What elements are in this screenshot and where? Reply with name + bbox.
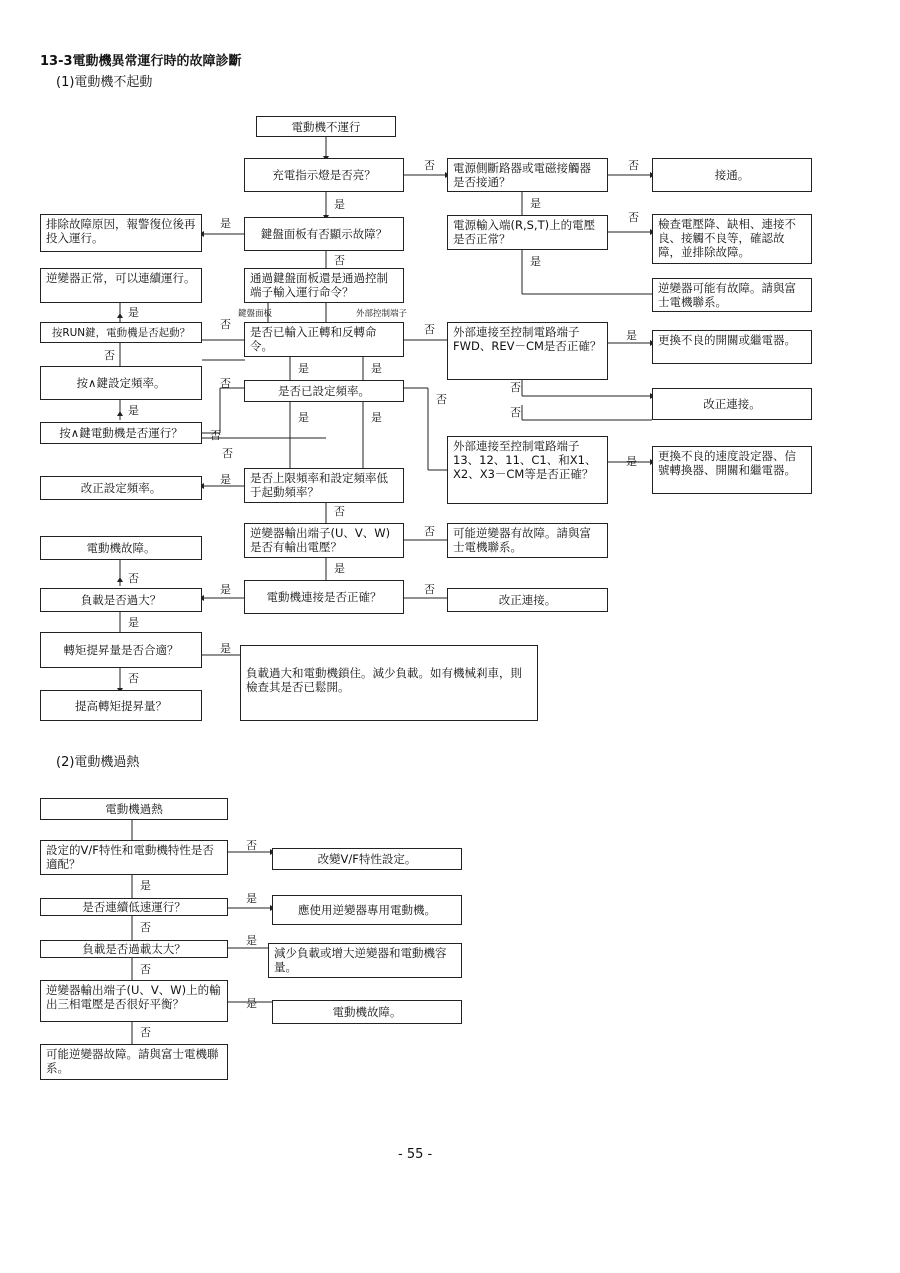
section-title: 13-3電動機異常運行時的故障診斷 bbox=[40, 54, 242, 69]
page-number: - 55 - bbox=[398, 1147, 433, 1162]
label-yes: 是 bbox=[246, 934, 257, 947]
label-yes: 是 bbox=[220, 642, 231, 655]
node2-output-balance: 逆變器輸出端子(U、V、W)上的輸出三相電壓是否很好平衡？ bbox=[40, 980, 228, 1022]
label-terminal: 外部控制端子 bbox=[356, 309, 408, 319]
node2-low-speed: 是否連續低速運行？ bbox=[40, 898, 228, 916]
label-no: 否 bbox=[424, 159, 435, 172]
label-no: 否 bbox=[334, 505, 345, 518]
label-yes: 是 bbox=[220, 473, 231, 486]
label-yes: 是 bbox=[530, 197, 541, 210]
node-output-voltage: 逆變器輸出端子(U、V、W)是否有輸出電壓？ bbox=[244, 523, 404, 558]
label-no: 否 bbox=[424, 583, 435, 596]
subsection-2-title: (2)電動機過熱 bbox=[56, 755, 140, 770]
label-no: 否 bbox=[424, 525, 435, 538]
label-no: 否 bbox=[628, 159, 639, 172]
node2-inverter-fault: 可能逆變器故障。請與富士電機聯系。 bbox=[40, 1044, 228, 1080]
label-yes: 是 bbox=[298, 411, 309, 424]
label-no: 否 bbox=[220, 318, 231, 331]
node-breaker-check: 電源側斷路器或電磁接觸器是否接通？ bbox=[447, 158, 608, 192]
node-replace-setter: 更換不良的速度設定器、信號轉換器、開關和繼電器。 bbox=[652, 446, 812, 494]
node2-motor-fault: 電動機故障。 bbox=[272, 1000, 462, 1024]
node2-vf-match: 設定的V/F特性和電動機特性是否適配？ bbox=[40, 840, 228, 875]
node-fix-freq: 改正設定頻率。 bbox=[40, 476, 202, 500]
node-motor-wiring: 電動機連接是否正確？ bbox=[244, 580, 404, 614]
node-input-voltage: 電源輸入端(R,S,T)上的電壓是否正常？ bbox=[447, 215, 608, 250]
label-yes: 是 bbox=[334, 562, 345, 575]
label-no: 否 bbox=[222, 447, 233, 460]
label-yes: 是 bbox=[246, 997, 257, 1010]
node-charge-lamp: 充電指示燈是否亮？ bbox=[244, 158, 404, 192]
node2-load-heavy: 負載是否過載太大？ bbox=[40, 940, 228, 958]
label-yes: 是 bbox=[298, 362, 309, 375]
node-motor-fault: 電動機故障。 bbox=[40, 536, 202, 560]
node-freq-set: 是否已設定頻率。 bbox=[244, 380, 404, 402]
label-yes: 是 bbox=[371, 362, 382, 375]
node2-motor-overheat: 電動機過熱 bbox=[40, 798, 228, 820]
label-no: 否 bbox=[510, 381, 521, 394]
node-raise-boost: 提高轉矩提昇量？ bbox=[40, 690, 202, 721]
label-yes: 是 bbox=[220, 217, 231, 230]
label-yes: 是 bbox=[128, 306, 139, 319]
node-torque-boost: 轉矩提昇量是否合適？ bbox=[40, 632, 202, 668]
label-yes: 是 bbox=[334, 198, 345, 211]
label-no: 否 bbox=[128, 572, 139, 585]
node-replace-switch: 更換不良的開關或繼電器。 bbox=[652, 330, 812, 364]
label-yes: 是 bbox=[371, 411, 382, 424]
node-freq-limit: 是否上限頻率和設定頻率低于起動頻率？ bbox=[244, 468, 404, 503]
node-inverter-fault-2: 可能逆變器有故障。請與富士電機聯系。 bbox=[447, 523, 608, 558]
label-no: 否 bbox=[140, 963, 151, 976]
label-no: 否 bbox=[334, 254, 345, 267]
label-yes: 是 bbox=[128, 616, 139, 629]
label-no: 否 bbox=[436, 393, 447, 406]
node-fix-connection: 改正連接。 bbox=[652, 388, 812, 420]
label-no: 否 bbox=[510, 406, 521, 419]
label-no: 否 bbox=[140, 921, 151, 934]
node-ext-fwd-rev: 外部連接至控制電路端子FWD、REV－CM是否正確？ bbox=[447, 322, 608, 380]
node-connect: 接通。 bbox=[652, 158, 812, 192]
node-ext-freq-terminals: 外部連接至控制電路端子13、12、11、C1、和X1、X2、X3－CM等是否正確？ bbox=[447, 436, 608, 504]
label-yes: 是 bbox=[128, 404, 139, 417]
node-load-locked: 負載過大和電動機鎖住。減少負載。如有機械剎車，則檢查其是否已鬆開。 bbox=[240, 645, 538, 721]
label-no: 否 bbox=[424, 323, 435, 336]
node-inverter-fault-contact: 逆變器可能有故障。請與富士電機聯系。 bbox=[652, 278, 812, 312]
label-yes: 是 bbox=[246, 892, 257, 905]
label-yes: 是 bbox=[220, 583, 231, 596]
node-fwd-rev-entered: 是否已輸入正轉和反轉命令。 bbox=[244, 322, 404, 357]
node-press-run: 按RUN鍵，電動機是否起動？ bbox=[40, 322, 202, 343]
label-no: 否 bbox=[246, 839, 257, 852]
node-keypad-fault: 鍵盤面板有否顯示故障？ bbox=[244, 217, 404, 251]
node-inverter-normal: 逆變器正常，可以連續運行。 bbox=[40, 268, 202, 303]
subsection-1-title: (1)電動機不起動 bbox=[56, 75, 153, 90]
label-no: 否 bbox=[210, 429, 221, 442]
label-no: 否 bbox=[128, 672, 139, 685]
node-check-voltage: 檢查電壓降、缺相、連接不良、接觸不良等，確認故障，並排除故障。 bbox=[652, 214, 812, 264]
node-press-key-run: 按∧鍵電動機是否運行？ bbox=[40, 422, 202, 444]
label-no: 否 bbox=[104, 349, 115, 362]
node-press-key-freq: 按∧鍵設定頻率。 bbox=[40, 366, 202, 400]
label-yes: 是 bbox=[140, 879, 151, 892]
label-keypad: 鍵盤面板 bbox=[238, 309, 273, 319]
label-yes: 是 bbox=[530, 255, 541, 268]
node-run-cmd-source: 通過鍵盤面板還是通過控制端子輸入運行命令？ bbox=[244, 268, 404, 303]
node2-reduce-load: 減少負載或增大逆變器和電動機容量。 bbox=[268, 943, 462, 978]
node-overload: 負載是否過大？ bbox=[40, 588, 202, 612]
node2-change-vf: 改變V/F特性設定。 bbox=[272, 848, 462, 870]
node-fix-connection-2: 改正連接。 bbox=[447, 588, 608, 612]
label-no: 否 bbox=[628, 211, 639, 224]
node-clear-fault: 排除故障原因，報警復位後再投入運行。 bbox=[40, 214, 202, 252]
label-yes: 是 bbox=[626, 455, 637, 468]
label-no: 否 bbox=[140, 1026, 151, 1039]
node-motor-not-running: 電動機不運行 bbox=[256, 116, 396, 137]
node2-dedicated-motor: 應使用逆變器專用電動機。 bbox=[272, 895, 462, 925]
label-yes: 是 bbox=[626, 329, 637, 342]
label-no: 否 bbox=[220, 377, 231, 390]
